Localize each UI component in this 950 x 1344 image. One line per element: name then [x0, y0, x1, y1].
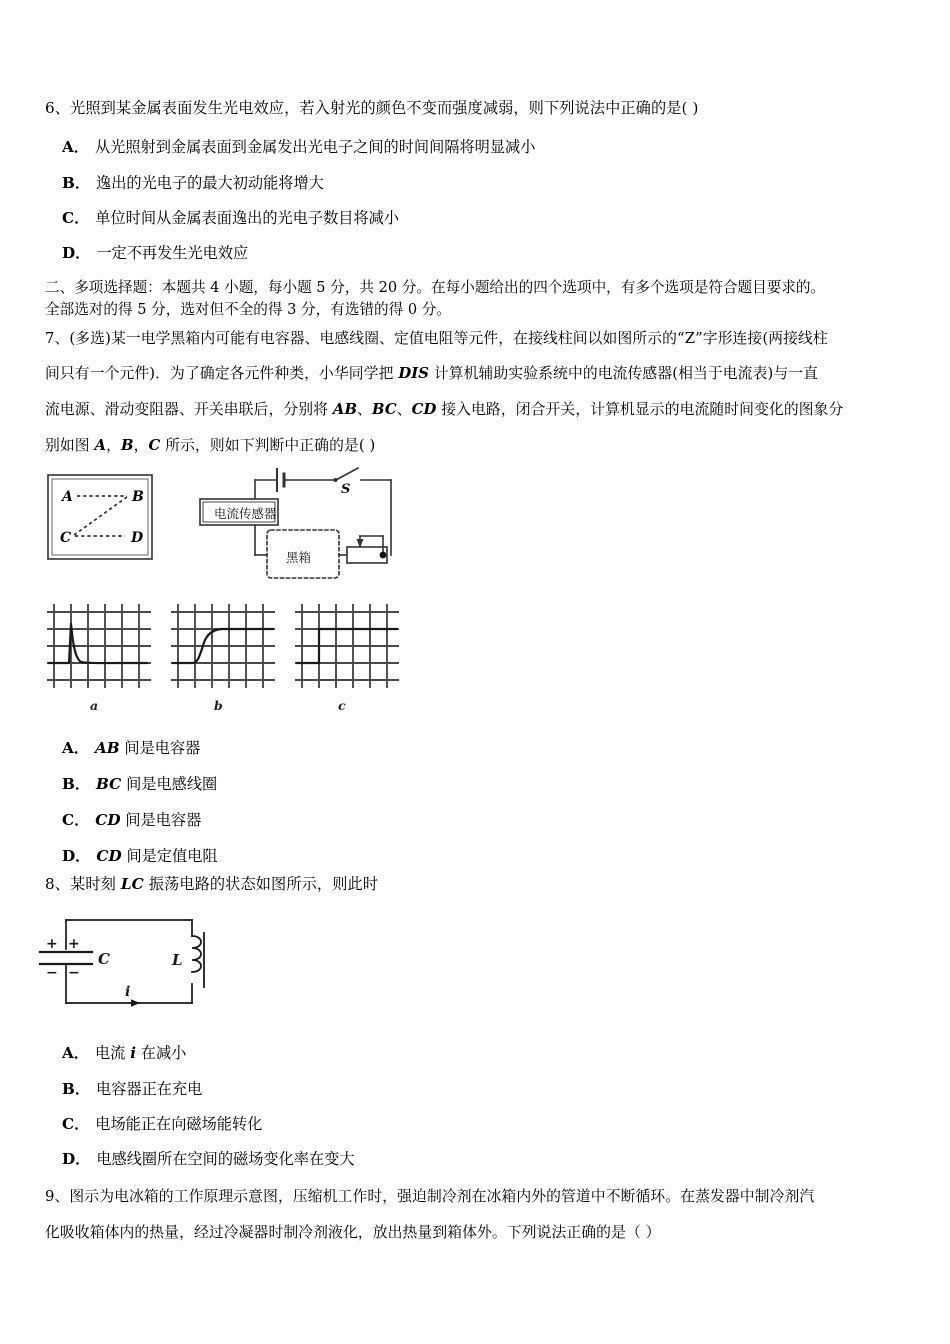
question-6-option-d[interactable] — [62, 242, 248, 264]
graph-caption-b: b — [214, 698, 223, 713]
option-symbol: i — [130, 1044, 136, 1062]
terminal-label-a: A — [62, 489, 73, 505]
term-cd: CD — [411, 401, 437, 418]
stem-text: 间只有一个元件)．为了确定各元件种类，小华同学把 — [45, 365, 399, 382]
option-text-pre: 电流 — [94, 1044, 131, 1062]
option-label: D． — [62, 244, 91, 262]
stem-text: 8、某时刻 — [45, 875, 121, 893]
option-label: A． — [62, 739, 89, 757]
question-6-option-b[interactable] — [62, 172, 324, 194]
graph-caption-a: a — [90, 698, 99, 713]
option-text: 一定不再发生光电效应 — [96, 244, 249, 262]
question-7-stem-line-2 — [45, 363, 910, 384]
plate-sign-plus-left: + — [46, 936, 58, 952]
option-text: 间是定值电阻 — [121, 847, 218, 865]
switch-blade — [336, 468, 358, 480]
option-label: D． — [62, 1150, 91, 1168]
question-7-option-d[interactable] — [62, 845, 218, 867]
option-label: C． — [62, 811, 90, 829]
option-symbol: CD — [96, 847, 122, 865]
graph-b — [171, 604, 275, 688]
question-7-stem-line-3 — [45, 399, 910, 420]
plate-sign-plus-right: + — [68, 936, 80, 952]
option-text: 间是电容器 — [120, 811, 202, 829]
stem-text: 计算机辅助实验系统中的电流传感器(相当于电流表)与一直 — [429, 365, 819, 382]
stem-sep: ， — [106, 437, 121, 454]
option-symbol: BC — [96, 775, 122, 793]
option-text: 逸出的光电子的最大初动能将增大 — [96, 174, 324, 192]
stem-text: 别如图 — [45, 437, 95, 454]
measurement-circuit-diagram — [195, 458, 410, 583]
graph-caption-c: c — [338, 698, 346, 713]
option-label: B． — [62, 775, 91, 793]
lc-circuit-diagram — [46, 908, 242, 1020]
plate-sign-minus-right: − — [68, 965, 80, 981]
question-8-option-d[interactable] — [62, 1148, 355, 1170]
option-label: C． — [62, 209, 90, 227]
question-8-option-c[interactable] — [62, 1113, 262, 1135]
current-label: i — [125, 984, 131, 1000]
stem-sep: ， — [133, 437, 149, 454]
question-7-option-b[interactable] — [62, 773, 217, 795]
current-direction-arrow — [131, 999, 140, 1007]
option-label: A． — [62, 1044, 89, 1062]
option-symbol: AB — [94, 739, 120, 757]
question-7-stem-line-1: 7、(多选)某一电学黑箱内可能有电容器、电感线圈、定值电阻等元件，在接线柱间以如图所示的“Z”字形连接(两接线柱 — [45, 330, 828, 347]
terminal-label-c: C — [60, 530, 72, 546]
question-8-stem — [45, 873, 910, 895]
option-text: 从光照射到金属表面到金属发出光电子之间的时间间隔将明显减小 — [94, 138, 536, 156]
inductor-label: L — [172, 951, 183, 969]
capacitor-label: C — [98, 950, 110, 968]
question-9-stem-line-1: 9、图示为电冰箱的工作原理示意图，压缩机工作时，强迫制冷剂在冰箱内外的管道中不断循环。在蒸发器中制冷剂汽 — [45, 1188, 815, 1205]
stem-text: 接入电路，闭合开关，计算机显示的电流随时间变化的图象分 — [436, 401, 844, 418]
term-fig-c: C — [148, 437, 161, 454]
term-ab: AB — [332, 401, 358, 418]
question-8-option-a[interactable] — [62, 1042, 186, 1064]
question-6-option-c[interactable] — [62, 207, 399, 229]
term-fig-a: A — [94, 437, 107, 454]
switch-label: S — [341, 482, 351, 497]
option-text: 单位时间从金属表面逸出的光电子数目将减小 — [95, 209, 400, 227]
option-text-pre: 电场能正在向磁场能转化 — [95, 1115, 263, 1133]
section-2-heading-line-2: 全部选对的得 5 分，选对但不全的得 3 分，有选错的得 0 分。 — [45, 301, 451, 318]
term-bc: BC — [371, 401, 397, 418]
stem-text: 流电源、滑动变阻器、开关串联后，分别将 — [45, 401, 333, 418]
term-dis: DIS — [398, 365, 430, 382]
switch-pivot — [334, 478, 338, 482]
graph-c — [295, 604, 399, 688]
stem-text: 振荡电路的状态如图所示，则此时 — [143, 875, 379, 893]
term-lc: LC — [120, 875, 144, 893]
stem-sep: 、 — [396, 401, 412, 418]
current-sensor-label: 电流传感器 — [214, 506, 277, 521]
current-time-graphs — [47, 604, 407, 716]
option-symbol: CD — [95, 811, 121, 829]
option-text-post: 在减小 — [135, 1044, 187, 1062]
question-7-option-c[interactable] — [62, 809, 201, 831]
graph-a — [47, 604, 151, 688]
plate-sign-minus-left: − — [46, 965, 58, 981]
question-9-stem-line-2: 化吸收箱体内的热量，经过冷凝器时制冷剂液化，放出热量到箱体外。下列说法正确的是（ ） — [45, 1224, 661, 1241]
stem-sep: 、 — [357, 401, 372, 418]
black-box-label: 黑箱 — [286, 550, 312, 565]
option-label: D． — [62, 847, 91, 865]
question-6-stem: 6、光照到某金属表面发生光电效应，若入射光的颜色不变而强度减弱，则下列说法中正确的是( ) — [45, 99, 699, 117]
option-label: B． — [62, 174, 91, 192]
option-text-pre: 电感线圈所在空间的磁场变化率在变大 — [96, 1150, 355, 1168]
question-8-option-b[interactable] — [62, 1078, 202, 1100]
option-label: C． — [62, 1115, 90, 1133]
option-label: A． — [62, 138, 89, 156]
section-2-heading-line-1: 二、多项选择题：本题共 4 小题，每小题 5 分，共 20 分。在每小题给出的四个选项中，有多个选项是符合题目要求的。 — [45, 279, 826, 296]
option-label: B． — [62, 1080, 91, 1098]
terminal-label-b: B — [132, 489, 144, 505]
stem-text: 所示，则如下判断中正确的是( ) — [160, 437, 376, 454]
terminal-label-d: D — [131, 530, 144, 546]
black-box-terminal-diagram — [45, 472, 157, 570]
option-text: 间是电容器 — [119, 739, 201, 757]
option-text: 间是电感线圈 — [121, 775, 218, 793]
question-6-option-a[interactable] — [62, 136, 535, 158]
term-fig-b: B — [121, 437, 134, 454]
inductor-coil — [192, 936, 201, 972]
junction-dot — [380, 552, 387, 559]
question-7-stem-line-4 — [45, 435, 910, 456]
question-7-option-a[interactable] — [62, 737, 200, 759]
option-text-pre: 电容器正在充电 — [96, 1080, 203, 1098]
